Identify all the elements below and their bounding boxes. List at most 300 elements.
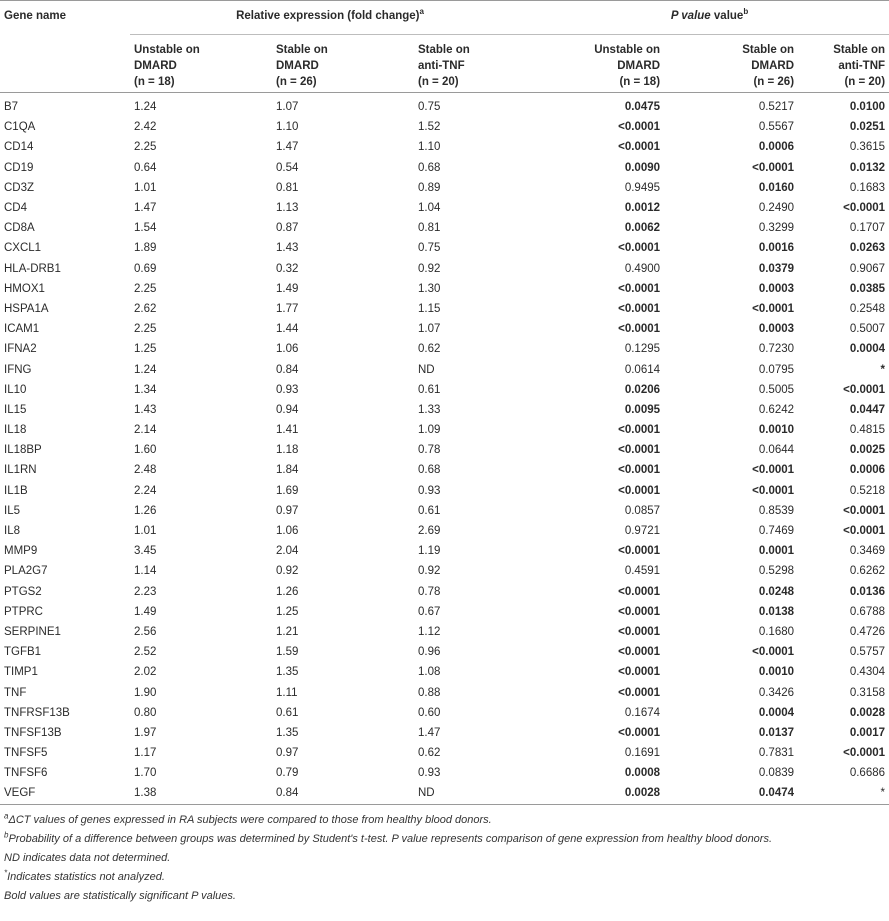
gene-name-cell: IL10: [4, 383, 27, 396]
p-value-cell: 0.2548: [849, 302, 886, 315]
p-value-cell: 0.0012: [624, 202, 661, 215]
fold-change-cell: 2.23: [134, 585, 157, 598]
gene-name-cell: TNFRSF13B: [4, 706, 70, 719]
fold-change-cell: 0.69: [134, 262, 157, 275]
p-value-cell: 0.0100: [849, 101, 886, 114]
fold-change-cell: 0.97: [276, 504, 299, 517]
fold-change-cell: 0.80: [134, 706, 157, 719]
fold-change-cell: 2.69: [418, 525, 441, 538]
fold-change-cell: 1.08: [418, 666, 441, 679]
p-value-cell: 0.0004: [849, 343, 886, 356]
table-row: [0, 218, 889, 238]
p-value-cell: 0.8539: [758, 504, 795, 517]
table-row: [0, 582, 889, 602]
gene-name-cell: IL1B: [4, 484, 28, 497]
fold-change-cell: 1.69: [276, 484, 299, 497]
gene-name-cell: CD3Z: [4, 181, 35, 194]
p-value-cell: 0.1683: [849, 181, 886, 194]
p-value-cell: 0.0095: [624, 403, 661, 416]
fold-change-cell: 2.25: [134, 141, 157, 154]
footnote: [4, 811, 885, 830]
fold-change-cell: 1.18: [276, 444, 299, 457]
table-row: [0, 743, 889, 763]
p-value-cell: <0.0001: [618, 726, 661, 739]
fold-change-cell: 0.84: [276, 363, 299, 376]
p-value-cell: 0.5567: [758, 121, 795, 134]
p-value-cell: 0.0138: [758, 605, 795, 618]
fold-change-cell: 1.34: [134, 383, 157, 396]
fold-change-cell: 0.94: [276, 403, 299, 416]
table-row: [0, 622, 889, 642]
p-value-cell: <0.0001: [618, 121, 661, 134]
p-value-cell: 0.5757: [849, 646, 886, 659]
fold-change-cell: 1.59: [276, 646, 299, 659]
fold-change-cell: 1.44: [276, 323, 299, 336]
footnote-text: Bold values are statistically significant P values.: [4, 889, 236, 902]
p-value-cell: <0.0001: [752, 161, 795, 174]
gene-name-cell: IFNG: [4, 363, 32, 376]
fold-change-cell: 1.43: [276, 242, 299, 255]
p-value-cell: 0.0008: [624, 767, 661, 780]
gene-name-cell: IL18BP: [4, 444, 42, 457]
p-value-cell: 0.0839: [758, 767, 795, 780]
footnote: [4, 830, 885, 849]
gene-name-cell: TNF: [4, 686, 27, 699]
fold-change-cell: 1.15: [418, 302, 441, 315]
gene-name-cell: TNFSF13B: [4, 726, 62, 739]
table-row: [0, 158, 889, 178]
table-row: [0, 642, 889, 662]
fold-change-cell: 0.67: [418, 605, 441, 618]
table-row: [0, 359, 889, 379]
footnote-text: ND indicates data not determined.: [4, 851, 171, 864]
p-value-cell: 0.0379: [758, 262, 795, 275]
fold-change-cell: 1.89: [134, 242, 157, 255]
gene-name-cell: IL18: [4, 424, 27, 437]
gene-name-cell: TNFSF6: [4, 767, 48, 780]
fold-change-cell: 0.89: [418, 181, 441, 194]
gene-name-cell: TNFSF5: [4, 747, 48, 760]
table-row: [0, 339, 889, 359]
footnote-marker: a: [4, 810, 9, 820]
relative-expression-header: Relative expression (fold change)$^a$: [130, 1, 530, 35]
gene-name-cell: CD14: [4, 141, 34, 154]
fold-change-cell: 0.87: [276, 222, 299, 235]
table-row: [0, 521, 889, 541]
table-row: [0, 460, 889, 480]
fold-change-cell: 2.62: [134, 302, 157, 315]
fold-change-cell: 0.60: [418, 706, 441, 719]
fold-change-cell: 0.93: [418, 767, 441, 780]
table-row: [0, 299, 889, 319]
fold-change-cell: 1.35: [276, 666, 299, 679]
p-value-cell: 0.0136: [849, 585, 886, 598]
fold-change-cell: 0.79: [276, 767, 299, 780]
fold-change-cell: 1.54: [134, 222, 157, 235]
col-stable-dmard-fc: Stable on DMARD (n = 26): [272, 35, 414, 93]
p-value-cell: 0.0795: [758, 363, 795, 376]
footnote: [4, 849, 885, 868]
p-value-cell: <0.0001: [618, 242, 661, 255]
fold-change-cell: 0.32: [276, 262, 299, 275]
p-value-cell: <0.0001: [618, 424, 661, 437]
fold-change-cell: 1.52: [418, 121, 441, 134]
fold-change-cell: 0.93: [276, 383, 299, 396]
p-value-cell: 0.0614: [624, 363, 661, 376]
fold-change-cell: 0.78: [418, 444, 441, 457]
gene-name-cell: VEGF: [0, 783, 130, 804]
p-value-cell: <0.0001: [752, 646, 795, 659]
gene-name-cell: CD4: [4, 202, 28, 215]
fold-change-cell: 1.25: [276, 605, 299, 618]
table-row: [0, 93, 889, 118]
fold-change-cell: 1.47: [276, 141, 299, 154]
table-row: [0, 561, 889, 581]
p-value-cell: 0.0160: [758, 181, 795, 194]
fold-change-cell: 1.97: [134, 726, 157, 739]
fold-change-cell: 1.84: [276, 464, 299, 477]
footnote-text: Indicates statistics not analyzed.: [7, 870, 165, 883]
p-value-cell: 0.0010: [758, 424, 795, 437]
gene-name-cell: IL5: [4, 504, 20, 517]
col-unstable-dmard-fc: Unstable on DMARD (n = 18): [130, 35, 272, 93]
p-value-cell: 0.6686: [849, 767, 886, 780]
p-value-cell: 0.3615: [849, 141, 886, 154]
fold-change-cell: 2.25: [134, 282, 157, 295]
fold-change-cell: 2.04: [276, 545, 299, 558]
table-row: [0, 137, 889, 157]
p-value-cell: *: [880, 363, 886, 376]
p-value-cell: 0.0474: [664, 783, 798, 804]
fold-change-cell: 1.26: [276, 585, 299, 598]
p-value-cell: <0.0001: [618, 646, 661, 659]
gene-name-cell: MMP9: [4, 545, 38, 558]
table-row: [0, 481, 889, 501]
p-value-cell: 0.4591: [624, 565, 661, 578]
gene-name-cell: SERPINE1: [4, 625, 61, 638]
p-value-cell: 0.0385: [849, 282, 886, 295]
p-value-cell: 0.5005: [758, 383, 795, 396]
p-value-cell: <0.0001: [618, 666, 661, 679]
p-value-cell: 0.6788: [849, 605, 886, 618]
fold-change-cell: 2.02: [134, 666, 157, 679]
p-value-cell: 0.0132: [849, 161, 886, 174]
fold-change-cell: 0.84: [272, 783, 414, 804]
p-value-cell: *: [798, 783, 889, 804]
p-value-cell: <0.0001: [618, 323, 661, 336]
p-value-cell: 0.0263: [849, 242, 886, 255]
fold-change-cell: 1.43: [134, 403, 157, 416]
p-value-cell: 0.0644: [758, 444, 795, 457]
fold-change-cell: 0.81: [418, 222, 441, 235]
table-row: [0, 400, 889, 420]
p-value-cell: 0.7230: [758, 343, 795, 356]
p-value-cell: 0.5217: [758, 101, 795, 114]
fold-change-cell: 1.12: [418, 625, 441, 638]
fold-change-cell: 1.60: [134, 444, 157, 457]
p-value-cell: <0.0001: [618, 686, 661, 699]
fold-change-cell: 1.04: [418, 202, 441, 215]
p-value-cell: 0.0857: [624, 504, 661, 517]
footnote-marker: *: [4, 867, 8, 877]
p-value-cell: 0.0090: [624, 161, 661, 174]
table-row: [0, 602, 889, 622]
col-stable-antitnf-p: Stable on anti-TNF (n = 20): [798, 35, 889, 93]
p-value-cell: 0.0006: [758, 141, 795, 154]
gene-name-cell: IL8: [4, 525, 20, 538]
fold-change-cell: 2.25: [134, 323, 157, 336]
fold-change-cell: 0.75: [418, 101, 441, 114]
fold-change-cell: 1.25: [134, 343, 157, 356]
fold-change-cell: 0.96: [418, 646, 441, 659]
gene-name-cell: HLA-DRB1: [4, 262, 61, 275]
gene-name-cell: PTPRC: [4, 605, 43, 618]
p-value-cell: 0.3299: [758, 222, 795, 235]
p-value-cell: 0.0028: [530, 783, 664, 804]
p-value-cell: 0.1680: [758, 625, 795, 638]
fold-change-cell: 1.26: [134, 504, 157, 517]
fold-change-cell: 0.97: [276, 747, 299, 760]
fold-change-cell: 1.13: [276, 202, 299, 215]
fold-change-cell: 0.75: [418, 242, 441, 255]
p-value-cell: 0.3158: [849, 686, 886, 699]
fold-change-cell: 1.10: [276, 121, 299, 134]
fold-change-cell: 3.45: [134, 545, 157, 558]
p-value-cell: 0.7469: [758, 525, 795, 538]
fold-change-cell: 1.01: [134, 525, 157, 538]
p-value-cell: 0.4900: [624, 262, 661, 275]
footnote-text: Probability of a difference between groups was determined by Student's t-test. P value represents comparison of gene expression from healthy blood donors.: [8, 832, 773, 845]
table-row: [0, 763, 889, 783]
footnote-marker: b: [4, 829, 9, 839]
gene-name-cell: IL15: [4, 403, 27, 416]
gene-name-cell: HMOX1: [4, 282, 45, 295]
p-value-cell: 0.0010: [758, 666, 795, 679]
p-value-cell: 0.9495: [624, 181, 661, 194]
p-value-cell: 0.0447: [849, 403, 886, 416]
fold-change-cell: 1.10: [418, 141, 441, 154]
p-value-cell: 0.0016: [758, 242, 795, 255]
fold-change-cell: 1.07: [276, 101, 299, 114]
p-value-cell: 0.4304: [849, 666, 886, 679]
p-value-cell: 0.1707: [849, 222, 886, 235]
fold-change-cell: 1.41: [276, 424, 299, 437]
fold-change-cell: 1.06: [276, 343, 299, 356]
p-value-cell: 0.4815: [849, 424, 886, 437]
table-row: [0, 259, 889, 279]
table-row: [0, 178, 889, 198]
table-row: [0, 198, 889, 218]
p-value-cell: 0.0475: [624, 101, 661, 114]
footnote: [4, 868, 885, 887]
gene-name-cell: PTGS2: [4, 585, 42, 598]
gene-name-cell: CD19: [4, 161, 34, 174]
fold-change-cell: 2.52: [134, 646, 157, 659]
header-row-sub: [0, 35, 889, 93]
fold-change-cell: 0.64: [134, 161, 157, 174]
p-value-cell: 0.1295: [624, 343, 661, 356]
table-footnotes: [0, 805, 889, 906]
table-row: [0, 662, 889, 682]
fold-change-cell: 1.07: [418, 323, 441, 336]
gene-name-cell: ICAM1: [4, 323, 40, 336]
fold-change-cell: 1.30: [418, 282, 441, 295]
fold-change-cell: ND: [418, 363, 435, 376]
p-value-cell: 0.0006: [849, 464, 886, 477]
fold-change-cell: 1.49: [276, 282, 299, 295]
p-value-cell: <0.0001: [618, 444, 661, 457]
p-value-cell: 0.3426: [758, 686, 795, 699]
p-value-cell: <0.0001: [618, 625, 661, 638]
fold-change-cell: 1.14: [134, 565, 157, 578]
p-value-cell: 0.0004: [758, 706, 795, 719]
fold-change-cell: 0.61: [276, 706, 299, 719]
gene-name-cell: TIMP1: [4, 666, 38, 679]
p-value-cell: <0.0001: [843, 504, 886, 517]
table-row: [0, 319, 889, 339]
p-value-cell: <0.0001: [752, 464, 795, 477]
p-value-cell: 0.5218: [849, 484, 886, 497]
table-body: [0, 93, 889, 805]
gene-name-cell: C1QA: [4, 121, 36, 134]
fold-change-cell: 0.68: [418, 161, 441, 174]
table-row: [0, 380, 889, 400]
fold-change-cell: 0.61: [418, 383, 441, 396]
fold-change-cell: 0.54: [276, 161, 299, 174]
col-unstable-dmard-p: Unstable on DMARD (n = 18): [530, 35, 664, 93]
fold-change-cell: ND: [414, 783, 530, 804]
table-row: [0, 501, 889, 521]
fold-change-cell: 1.49: [134, 605, 157, 618]
gene-name-cell: CD8A: [4, 222, 35, 235]
p-value-cell: 0.0062: [624, 222, 661, 235]
header-blank: [0, 35, 130, 93]
fold-change-cell: 1.47: [418, 726, 441, 739]
fold-change-cell: 1.01: [134, 181, 157, 194]
fold-change-cell: 1.35: [276, 726, 299, 739]
fold-change-cell: 2.14: [134, 424, 157, 437]
fold-change-cell: 0.88: [418, 686, 441, 699]
fold-change-cell: 0.61: [418, 504, 441, 517]
gene-name-cell: CXCL1: [4, 242, 42, 255]
fold-change-cell: 1.47: [134, 202, 157, 215]
p-value-cell: 0.0251: [849, 121, 886, 134]
p-value-cell: <0.0001: [618, 141, 661, 154]
p-value-cell: 0.9067: [849, 262, 886, 275]
fold-change-cell: 0.92: [276, 565, 299, 578]
p-value-cell: <0.0001: [843, 383, 886, 396]
p-value-cell: <0.0001: [618, 302, 661, 315]
table-row: [0, 783, 889, 804]
p-value-cell: 0.6242: [758, 403, 795, 416]
table-row: [0, 541, 889, 561]
fold-change-cell: 2.42: [134, 121, 157, 134]
fold-change-cell: 0.81: [276, 181, 299, 194]
gene-name-cell: HSPA1A: [4, 302, 49, 315]
fold-change-cell: 2.24: [134, 484, 157, 497]
p-value-cell: 0.5298: [758, 565, 795, 578]
fold-change-cell: 0.92: [418, 565, 441, 578]
col-stable-dmard-p: Stable on DMARD (n = 26): [664, 35, 798, 93]
table-row: [0, 238, 889, 258]
p-value-cell: 0.0028: [849, 706, 886, 719]
fold-change-cell: 0.93: [418, 484, 441, 497]
p-value-cell: 0.6262: [849, 565, 886, 578]
fold-change-cell: 1.70: [134, 767, 157, 780]
p-value-cell: <0.0001: [752, 484, 795, 497]
fold-change-cell: 1.06: [276, 525, 299, 538]
fold-change-cell: 1.19: [418, 545, 441, 558]
table-row: [0, 682, 889, 702]
gene-name-cell: IL1RN: [4, 464, 37, 477]
p-value-cell: 0.0003: [758, 282, 795, 295]
fold-change-cell: 1.11: [276, 686, 298, 699]
p-value-cell: <0.0001: [618, 464, 661, 477]
p-value-cell: <0.0001: [843, 525, 886, 538]
p-value-cell: <0.0001: [618, 282, 661, 295]
table-row: [0, 420, 889, 440]
p-value-cell: 0.4726: [849, 625, 886, 638]
p-value-cell: 0.2490: [758, 202, 795, 215]
table-row: [0, 279, 889, 299]
fold-change-cell: 1.21: [276, 625, 299, 638]
p-value-cell: 0.9721: [624, 525, 661, 538]
fold-change-cell: 1.90: [134, 686, 157, 699]
p-value-cell: 0.7831: [758, 747, 795, 760]
p-value-header: P value value$^b$: [530, 1, 889, 35]
p-value-cell: 0.0206: [624, 383, 661, 396]
p-value-cell: 0.5007: [849, 323, 886, 336]
gene-name-cell: TGFB1: [4, 646, 42, 659]
fold-change-cell: 2.48: [134, 464, 157, 477]
gene-name-cell: B7: [4, 101, 19, 114]
p-value-cell: 0.1674: [624, 706, 661, 719]
gene-name-cell: PLA2G7: [4, 565, 48, 578]
fold-change-cell: 2.56: [134, 625, 157, 638]
p-value-cell: 0.0025: [849, 444, 886, 457]
fold-change-cell: 1.09: [418, 424, 441, 437]
fold-change-cell: 0.92: [418, 262, 441, 275]
fold-change-cell: 0.78: [418, 585, 441, 598]
p-value-cell: <0.0001: [618, 585, 661, 598]
fold-change-cell: 1.33: [418, 403, 441, 416]
table-row: [0, 723, 889, 743]
p-value-cell: <0.0001: [618, 545, 661, 558]
p-value-cell: 0.0003: [758, 323, 795, 336]
fold-change-cell: 1.38: [130, 783, 272, 804]
header-row-top: [0, 1, 889, 35]
p-value-cell: 0.0017: [849, 726, 886, 739]
p-value-cell: 0.0137: [758, 726, 795, 739]
table-row: [0, 117, 889, 137]
fold-change-cell: 0.68: [418, 464, 441, 477]
table-row: [0, 440, 889, 460]
fold-change-cell: 1.77: [276, 302, 299, 315]
p-value-cell: <0.0001: [618, 605, 661, 618]
fold-change-cell: 1.24: [134, 101, 157, 114]
col-stable-antitnf-fc: Stable on anti-TNF (n = 20): [414, 35, 530, 93]
p-value-cell: <0.0001: [843, 202, 886, 215]
table-row: [0, 703, 889, 723]
p-value-cell: 0.1691: [624, 747, 661, 760]
fold-change-cell: 0.62: [418, 747, 441, 760]
fold-change-cell: 0.62: [418, 343, 441, 356]
p-value-cell: <0.0001: [618, 484, 661, 497]
p-value-cell: 0.0001: [758, 545, 795, 558]
fold-change-cell: 1.24: [134, 363, 157, 376]
gene-name-header: Gene name: [0, 1, 130, 35]
gene-name-cell: IFNA2: [4, 343, 37, 356]
